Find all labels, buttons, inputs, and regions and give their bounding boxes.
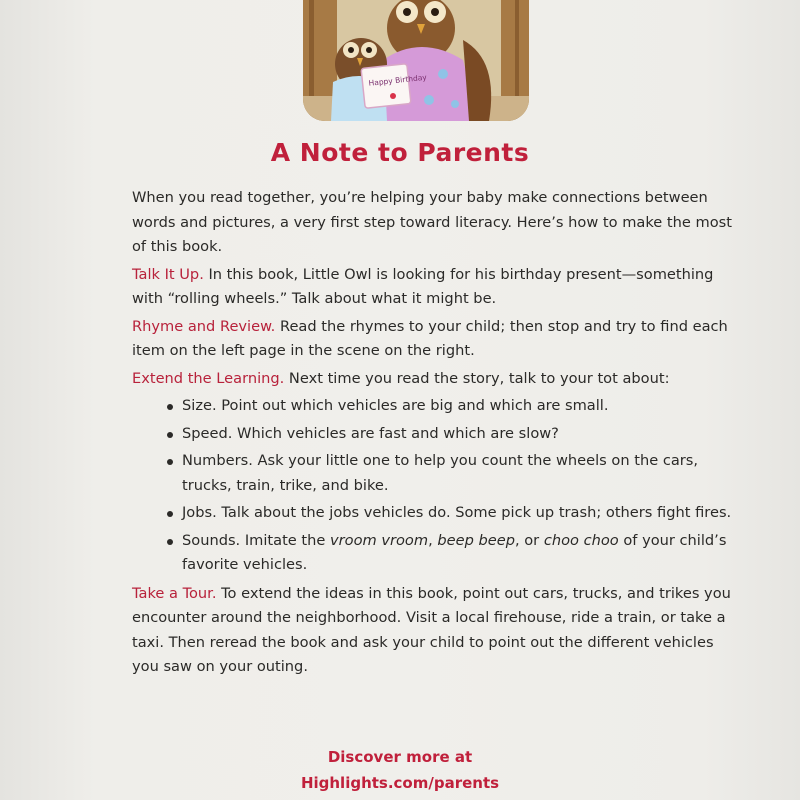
- section-heading: Take a Tour.: [132, 584, 217, 602]
- sound-beep: beep beep: [437, 531, 515, 549]
- list-item: Numbers. Ask your little one to help you count the wheels on the cars, trucks, train, trike, and bike.: [182, 449, 732, 498]
- note-body: [132, 186, 732, 683]
- sounds-prefix: Sounds. Imitate the: [182, 531, 331, 549]
- sounds-suffix: of your child’s favorite vehicles.: [182, 531, 727, 573]
- footer-url: Highlights.com/parents: [300, 774, 500, 792]
- section-text: In this book, Little Owl is looking for his birthday present—something with “rolling wheels.” Talk about what it might be.: [132, 265, 714, 307]
- section-text: Next time you read the story, talk to your tot about:: [284, 369, 670, 387]
- list-item-sounds: [182, 529, 732, 578]
- tips-list: [132, 394, 732, 578]
- list-item: Jobs. Talk about the jobs vehicles do. Some pick up trash; others fight fires.: [182, 501, 732, 526]
- page-title: A Note to Parents: [270, 138, 530, 167]
- section-text: To extend the ideas in this book, point out cars, trucks, and trikes you encounter around the neighborhood. Visit a local firehouse, ride a train, or take a taxi. Then reread the book and ask your child to point out the different vehicles you saw on your outing.: [132, 584, 731, 675]
- sound-choo: choo choo: [543, 531, 619, 549]
- footer-discover: Discover more at: [327, 748, 473, 766]
- sound-vroom: vroom vroom: [330, 531, 429, 549]
- section-heading: Extend the Learning.: [132, 369, 285, 387]
- sounds-comma: ,: [428, 531, 438, 549]
- section-heading: Rhyme and Review.: [132, 317, 276, 335]
- intro-paragraph: When you read together, you’re helping your baby make connections between words and pictures, a very first step toward literacy. Here’s how to make the most of this book.: [132, 189, 732, 255]
- section-text: Read the rhymes to your child; then stop and try to find each item on the left page in the scene on the right.: [132, 317, 728, 359]
- owl-illustration: [303, 0, 529, 121]
- footer-link-block: [0, 744, 800, 796]
- card-text: Happy Birthday: [368, 72, 428, 88]
- section-heading: Talk It Up.: [132, 265, 204, 283]
- section-extend-the-learning: [132, 367, 732, 392]
- section-rhyme-and-review: [132, 315, 732, 364]
- list-item: Speed. Which vehicles are fast and which are slow?: [182, 422, 732, 447]
- list-item: Size. Point out which vehicles are big and which are small.: [182, 394, 732, 419]
- section-talk-it-up: [132, 263, 732, 312]
- section-take-a-tour: [132, 582, 732, 680]
- sounds-or: , or: [514, 531, 544, 549]
